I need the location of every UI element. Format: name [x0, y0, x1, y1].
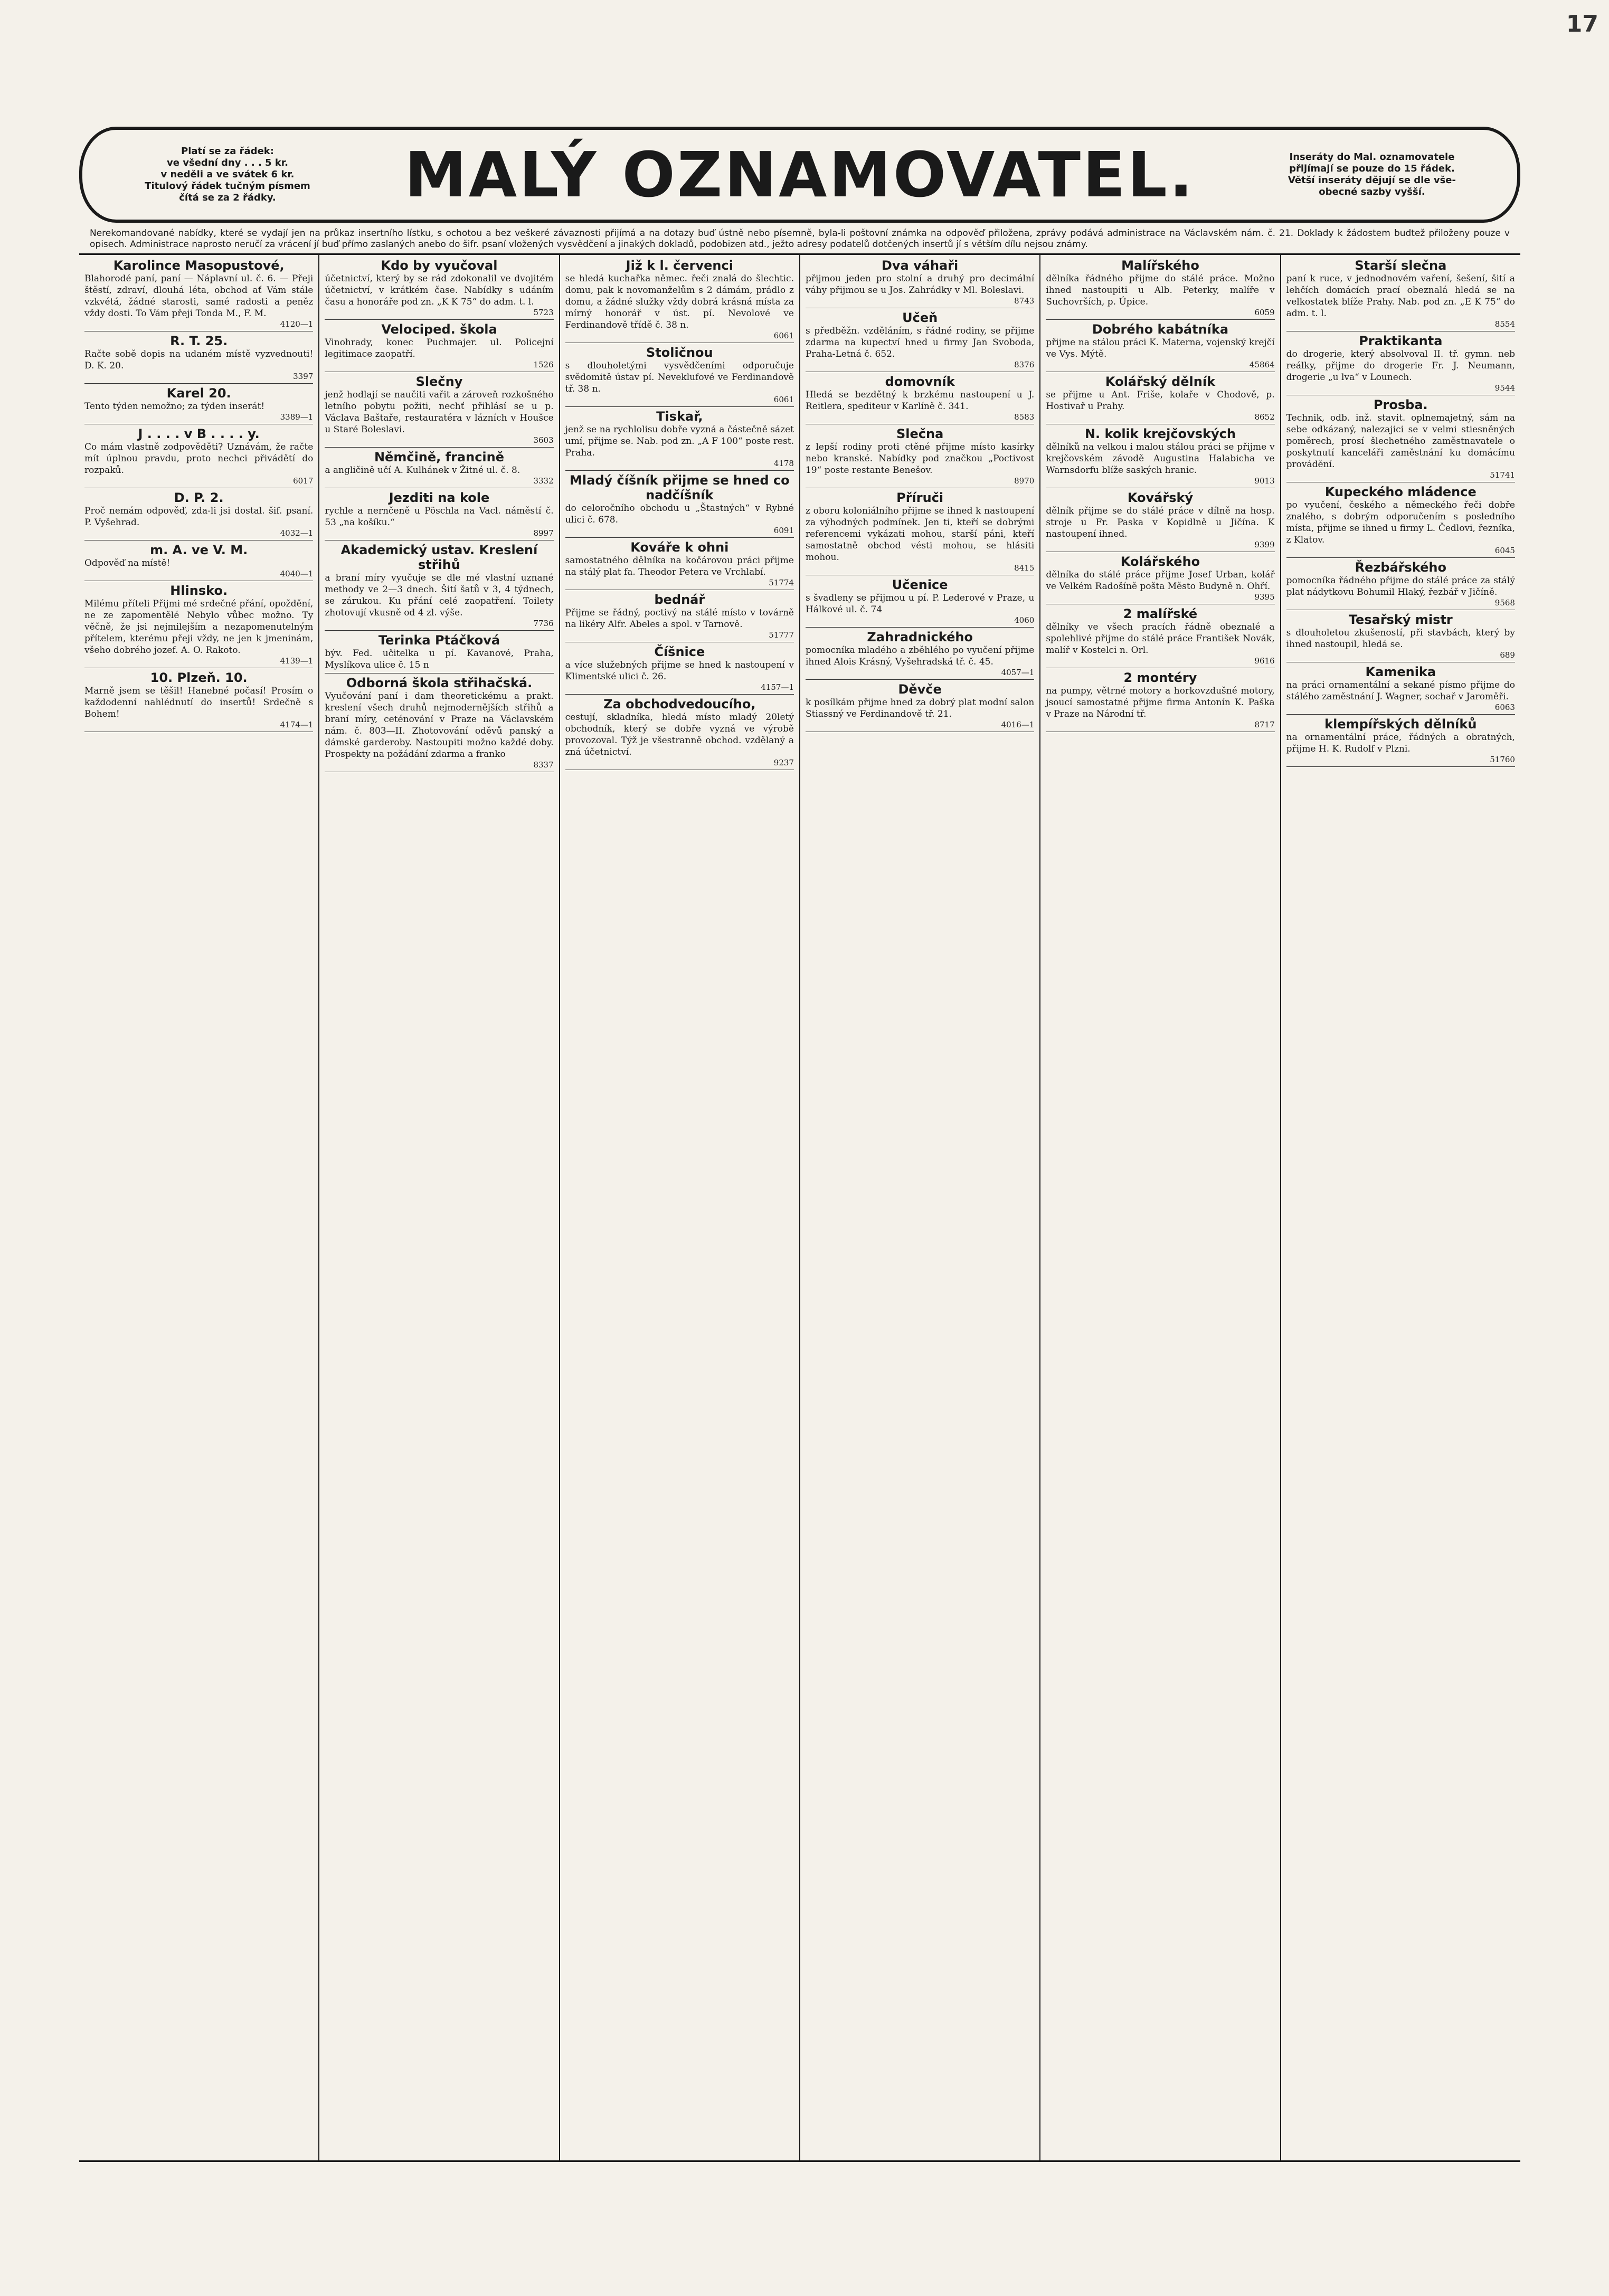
ad-text: Odpověď na místě!	[84, 558, 171, 568]
ad-heading: Němčině, francině	[374, 450, 505, 464]
ad-number: 9616	[1254, 656, 1275, 666]
ad-text: Proč nemám odpověď, zda-li jsi dostal. šif. psaní. P. Vyšehrad.	[84, 506, 314, 528]
ad-text: Vyučování paní i dam theoretickému a prakt. kreslení všech druhů nejmodernějších střihů a braní míry, ceténování v Praze na Václavském nám. č. 803—II. Zhotovování oděvů panský a dámské garderoby. Nastoupiti možno každé doby. Prospekty na požádání zdarma a franko	[325, 691, 554, 760]
ad-text: do drogerie, který absolvoval II. tř. gymn. neb reálky, přijme do drogerie Fr. J. Neumann, drogerie „u lva“ v Lounech.	[1286, 349, 1515, 383]
classified-ad	[84, 543, 313, 581]
ad-heading: Již k l. červenci	[626, 258, 733, 273]
ad-column	[1040, 255, 1281, 2160]
ad-column	[560, 255, 800, 2160]
classified-ad	[325, 543, 553, 631]
ad-heading: Kovářský	[1127, 490, 1194, 505]
ad-number: 51777	[769, 630, 794, 640]
classified-ad	[806, 374, 1034, 424]
ad-number: 4157—1	[761, 682, 794, 692]
pricing-box	[103, 146, 352, 204]
ad-number: 3332	[533, 476, 554, 486]
classified-ad	[84, 386, 313, 424]
ad-number: 8652	[1254, 412, 1275, 422]
ad-heading: Příruči	[896, 490, 944, 505]
classified-ad	[806, 310, 1034, 372]
price-line: Titulový řádek tučným písmem	[145, 181, 310, 192]
classified-ad	[565, 473, 794, 538]
classified-ad	[806, 426, 1034, 488]
ad-number: 6059	[1254, 308, 1275, 317]
ad-heading: Karolince Masopustové,	[113, 258, 285, 273]
ad-heading: klempířských dělníků	[1324, 717, 1477, 732]
classified-ad	[1046, 426, 1274, 488]
ad-number: 4057—1	[1001, 668, 1035, 677]
ad-number: 4120—1	[280, 319, 314, 329]
ad-text: býv. Fed. učitelka u pí. Kavanové, Praha, Myslíkova ulice č. 15 n	[325, 648, 554, 670]
ad-number: 5723	[533, 308, 554, 317]
ad-text: z oboru koloniálního přijme se ihned k nastoupení za výhodných podmínek. Jen ti, kteří se dobrými referencemi vykázati mohou, starší páni, kteří samostatně obchod vésti mohou, se hlásiti mohou.	[805, 506, 1035, 563]
ad-text: jenž se na rychlolisu dobře vyzná a částečně sázet umí, přijme se. Nab. pod zn. „A F 100“ poste rest. Praha.	[565, 424, 794, 458]
ad-heading: Řezbářského	[1355, 560, 1446, 575]
ad-text: Co mám vlastně zodpověděti? Uznávám, že račte mít úplnou pravdu, proto nechci přivádětí do rozpaků.	[84, 442, 314, 476]
ad-number: 9013	[1254, 476, 1275, 486]
ad-heading: Číšnice	[654, 644, 705, 659]
ad-heading: Učeň	[902, 310, 938, 325]
classified-ad	[806, 490, 1034, 575]
ad-number: 6091	[773, 526, 794, 535]
ad-heading: Malířského	[1121, 258, 1199, 273]
classified-ad	[84, 490, 313, 540]
ad-text: cestují, skladníka, hledá místo mladý 20letý obchodník, který se dobře vyzná ve výrobě provozoval. Týž je všestranně obchod. vzdělaný a zná účetnictví.	[565, 712, 794, 757]
ad-heading: Dva váhaři	[881, 258, 959, 273]
ad-heading: D. P. 2.	[174, 490, 224, 505]
ad-text: s dlouholetými vysvědčeními odporučuje svědomitě ústav pí. Neveklufové ve Ferdinandově tř. 38 n.	[565, 360, 794, 394]
info-line: Inseráty do Mal. oznamovatele	[1289, 151, 1455, 163]
ad-text: na ornamentální práce, řádných a obratných, přijme H. K. Rudolf v Plzni.	[1286, 732, 1515, 754]
ad-text: Tento týden nemožno; za týden inserát!	[84, 401, 265, 412]
ad-heading: Prosba.	[1373, 397, 1428, 412]
ad-text: z lepší rodiny proti ctěné přijme místo kasírky nebo kranské. Nabídky pod značkou „Poctivost 19“ poste restante Benešov.	[805, 442, 1035, 476]
classified-ad	[1286, 612, 1515, 662]
price-line: ve všední dny . . . 5 kr.	[167, 157, 288, 168]
classified-ad	[565, 592, 794, 642]
ad-heading: Kolářského	[1120, 554, 1200, 569]
ad-heading: Učenice	[892, 577, 948, 592]
ad-text: s švadleny se přijmou u pí. P. Lederové v Praze, u Hálkové ul. č. 74	[805, 593, 1035, 615]
ad-number: 8997	[533, 528, 554, 538]
page-number: 17	[1566, 11, 1598, 37]
ad-heading: Stoličnou	[646, 345, 713, 360]
ad-heading: Tesařský mistr	[1348, 612, 1453, 627]
ad-text: Marně jsem se těšil! Hanebné počasí! Prosím o každodenní nahlédnutí do insertů! Srdečně s Bohem!	[84, 686, 314, 719]
ad-text: a braní míry vyučuje se dle mé vlastní uznané methody ve 2—3 dnech. Šití šatů v 3, 4 týdnech, se zárukou. Ku přání celé zaopatření. Toilety zhotovují vkusně od 4 zl. výše.	[325, 573, 554, 618]
ad-text: Vinohrady, konec Puchmajer. ul. Policejní legitimace zaopatří.	[325, 337, 554, 359]
ad-number: 689	[1500, 650, 1515, 660]
classified-ad	[806, 630, 1034, 680]
ad-column	[1281, 255, 1520, 2160]
ad-text: Hledá se bezdětný k brzkému nastoupení u J. Reitlera, spediteur v Karlíně č. 341.	[805, 390, 1035, 412]
ad-number: 8415	[1014, 563, 1035, 573]
classified-ad	[1286, 334, 1515, 395]
ad-heading: Za obchodvedoucího,	[603, 697, 756, 711]
ad-number: 8583	[1014, 412, 1035, 422]
classified-ad	[84, 670, 313, 732]
ad-number: 9237	[773, 758, 794, 767]
classified-ad	[1286, 665, 1515, 715]
ad-text: samostatného dělníka na kočárovou práci přijme na stálý plat fa. Theodor Petera ve Vrchlabí.	[565, 555, 794, 577]
ad-heading: Jezditi na kole	[389, 490, 490, 505]
ad-number: 3603	[533, 435, 554, 445]
classified-ad	[325, 374, 553, 448]
ad-number: 8717	[1254, 720, 1275, 729]
classified-ad	[325, 633, 553, 673]
ad-text: Technik, odb. inž. stavit. oplnemajetný, sám na sebe odkázaný, nalezajici se v velmi stiesněných poměrech, prosí šlechetného zaměstnavatele o poskytnutí kanceláři zaměstnání ku domácímu provádění.	[1286, 413, 1515, 470]
ad-text: se přijme u Ant. Friše, kolaře v Chodově, p. Hostivař u Prahy.	[1046, 390, 1275, 412]
ad-columns	[79, 253, 1520, 2162]
classified-ad	[1046, 606, 1274, 668]
price-line: v neděli a ve svátek 6 kr.	[160, 169, 295, 180]
ad-number: 4040—1	[280, 569, 314, 578]
ad-text: rychle a nernčeně u Pöschla na Vacl. náměstí č. 53 „na košíku.“	[325, 506, 554, 528]
classified-ad	[84, 334, 313, 384]
ad-text: jenž hodlají se naučiti vařit a zároveň rozkošného letního pobytu požiti, nechť přihlásí se u p. Václava Baštaře, restauratéra v lázních v Houšce u Staré Boleslavi.	[325, 390, 554, 435]
info-line: přijímají se pouze do 15 řádek.	[1289, 163, 1455, 174]
ad-text: dělníka řádného přijme do stálé práce. Možno ihned nastoupiti u Alb. Peterky, malíře v Suchovrších, p. Úpice.	[1046, 273, 1275, 307]
ad-number: 3397	[293, 372, 314, 381]
ad-heading: Odborná škola střihačská.	[346, 676, 533, 690]
classified-ad	[1286, 717, 1515, 767]
ad-text: dělníků na velkou i malou stálou práci se přijme v krejčovském závodě Augustina Halabicha ve Warnsdorfu blíže saských hranic.	[1046, 442, 1275, 476]
ad-number: 9399	[1254, 540, 1275, 549]
classified-ad	[565, 409, 794, 471]
ad-text: a více služebných přijme se hned k nastoupení v Klimentské ulici č. 26.	[565, 660, 794, 682]
ad-number: 4139—1	[280, 656, 314, 666]
classified-ad	[84, 426, 313, 488]
classified-ad	[1046, 374, 1274, 424]
ad-text: Blahorodé paní, paní — Náplavní ul. č. 6. — Přeji štěstí, zdraví, dlouhá léta, obchod ať Vám stále vzkvétá, žádné starosti, samé radosti a peněz vždy dosti. To Vám přeji Tonda M., F. M.	[84, 273, 314, 319]
ad-heading: m. A. ve V. M.	[150, 543, 248, 557]
ad-text: po vyučení, českého a německého řeči dobře znalého, s dobrým odporučením s posledního místa, přijme se ihned u firmy L. Čedlovi, řezníka, z Klatov.	[1286, 500, 1515, 545]
ad-number: 51760	[1490, 755, 1515, 764]
classified-ad	[1046, 258, 1274, 320]
ad-text: dělníka do stálé práce přijme Josef Urban, kolář ve Velkém Radošíně pošta Město Budyně n. Ohří.	[1046, 570, 1275, 592]
ad-number: 4178	[773, 459, 794, 468]
ad-heading: Terinka Ptáčková	[378, 633, 500, 648]
classified-ad	[565, 258, 794, 343]
classified-ad	[1046, 490, 1274, 552]
ad-heading: Hlinsko.	[170, 583, 228, 598]
ad-number: 3389—1	[280, 412, 314, 422]
ad-number: 6061	[773, 395, 794, 404]
ad-heading: Karel 20.	[166, 386, 231, 401]
ad-heading: Slečna	[896, 426, 944, 441]
ad-column	[79, 255, 319, 2160]
ad-number: 6045	[1494, 546, 1515, 555]
ad-heading: 2 montéry	[1123, 670, 1197, 685]
ad-heading: Akademický ustav. Kreslení střihů	[340, 543, 538, 572]
ad-text: paní k ruce, v jednodnovém vaření, šešení, šití a lehčích domácích prací obeznalá hledá se na velkostatek blíže Prahy. Nab. pod zn. „E K 75“ do adm. t. l.	[1286, 273, 1515, 319]
ad-number: 6063	[1494, 703, 1515, 712]
ad-text: na pumpy, větrné motory a horkovzdušné motory, jsoucí samostatné přijme firma Antonín K. Paška v Praze na Národní tř.	[1046, 686, 1275, 719]
ad-number: 51741	[1490, 470, 1515, 480]
classified-ad	[325, 258, 553, 320]
ad-number: 6017	[293, 476, 314, 486]
ad-number: 7736	[533, 619, 554, 628]
ad-number: 8554	[1494, 319, 1515, 329]
classified-ad	[565, 697, 794, 770]
ad-number: 1526	[533, 360, 554, 369]
price-line: čítá se za 2 řádky.	[179, 192, 276, 203]
page-title: MALÝ OZNAMOVATEL.	[404, 138, 1195, 211]
ad-heading: N. kolik krejčovských	[1084, 426, 1236, 441]
classified-ad	[1046, 322, 1274, 372]
ad-text: Račte sobě dopis na udaném místě vyzvednouti! D. K. 20.	[84, 349, 314, 371]
ad-number: 8970	[1014, 476, 1035, 486]
ad-number: 8337	[533, 760, 554, 770]
ad-heading: bednář	[654, 592, 705, 607]
ad-number: 8376	[1014, 360, 1035, 369]
ad-number: 4016—1	[1001, 720, 1035, 729]
ad-number: 4032—1	[280, 528, 314, 538]
classified-ad	[1046, 670, 1274, 732]
ad-heading: R. T. 25.	[170, 334, 228, 348]
classified-ad	[1286, 397, 1515, 482]
ad-text: pomocníka mladého a zběhlého po vyučení přijme ihned Alois Krásný, Vyšehradská tř. č. 45.	[805, 645, 1035, 667]
ad-text: na práci ornamentální a sekané písmo přijme do stálého zaměstnání J. Wagner, sochař v Jaroměři.	[1286, 680, 1515, 702]
classified-ad	[806, 577, 1034, 628]
info-line: Větší inseráty dějují se dle vše-	[1288, 175, 1456, 186]
ad-number: 45864	[1249, 360, 1275, 369]
classified-ad	[325, 676, 553, 772]
masthead	[79, 127, 1520, 223]
ad-number: 4060	[1014, 615, 1035, 625]
rules-notice: Nerekomandované nabídky, které se vydají jen na průkaz insertního lístku, s ochotou a bez veškeré závaznosti přijímá a na dotazy buď ústně nebo písemně, byla-li poštovní známka na odpověď přiložena, zprávy podává administrace na Václavském nám. č. 21. Doklady k žádostem budtež přiloženy pouze v opisech. Administrace naprosto neručí za vrácení jí buď přímo zaslaných anebo do šifr. psaní vložených vysvědčení a jinakých dokladů, podobizen atd., ježto adresy podatelů dotčených insertů jí s větším dílu nejsou známy.	[90, 228, 1510, 250]
classified-ad	[325, 450, 553, 488]
classified-ad	[325, 490, 553, 540]
classified-ad	[1286, 258, 1515, 331]
ad-text: pomocníka řádného přijme do stálé práce za stálý plat nádytkovu Bohumil Hlaký, řezbář v Jičíně.	[1286, 575, 1515, 597]
classified-ad	[1286, 485, 1515, 558]
ad-number: 9395	[1254, 592, 1275, 602]
ad-text: dělníky ve všech pracích řádně obeznalé a spolehlivé přijme do stálé práce František Novák, malíř v Kostelci n. Orl.	[1046, 622, 1275, 656]
ad-number: 4174—1	[280, 720, 314, 729]
classified-ad	[565, 540, 794, 590]
ad-text: a angličině učí A. Kulhánek v Žitné ul. č. 8.	[325, 465, 520, 476]
ad-heading: Zahradnického	[867, 630, 973, 644]
classified-ad	[806, 258, 1034, 308]
classified-ad	[84, 583, 313, 668]
ad-text: dělník přijme se do stálé práce v dílně na hosp. stroje u Fr. Paska v Kopidlně u Jičína. K nastoupení ihned.	[1046, 506, 1275, 539]
ad-heading: Slečny	[415, 374, 463, 389]
ad-text: k posílkám přijme hned za dobrý plat modní salon Stiassný ve Ferdinandově tř. 21.	[805, 697, 1035, 719]
ad-text: Milému příteli Přijmi mé srdečné přání, opoždění, ne ze zapomentělé Nebylo vůbec možno. Ty věčně, že jsi nejmilejším a nezapomenutelným přítelem, kterému přeji vždy, ne jen k jmeninám, všeho dobrého jozef. A. O. Rakoto.	[84, 599, 314, 656]
ad-heading: Starší slečna	[1355, 258, 1447, 273]
ad-column	[319, 255, 560, 2160]
ad-heading: Kolářský dělník	[1105, 374, 1216, 389]
ad-heading: Tiskař,	[656, 409, 703, 424]
ad-number: 51774	[769, 578, 794, 587]
classified-ad	[1286, 560, 1515, 610]
ad-text: s předběžn. vzděláním, s řádné rodiny, se přijme zdarma na kupectví hned u firmy Jan Svoboda, Praha-Letná č. 652.	[805, 326, 1035, 359]
ad-heading: Mladý číšník přijme se hned co nadčíšník	[570, 473, 790, 502]
ad-text: Přijme se řádný, poctivý na stálé místo v továrně na likéry Alfr. Abeles a spol. v Tarnově.	[565, 608, 794, 630]
ad-text: účetnictví, který by se rád zdokonalil ve dvojitém účetnictví, v krátkém čase. Nabídky s udáním času a honoráře pod zn. „K K 75“ do adm. t. l.	[325, 273, 554, 307]
ad-heading: Kupeckého mládence	[1324, 485, 1477, 499]
ad-heading: Kdo by vyučoval	[381, 258, 498, 273]
ad-number: 9544	[1494, 383, 1515, 393]
ad-heading: Děvče	[898, 682, 942, 697]
ad-heading: Velociped. škola	[381, 322, 497, 337]
ad-text: s dlouholetou zkušeností, při stavbách, který by ihned nastoupil, hledá se.	[1286, 628, 1515, 650]
ad-text: do celoročního obchodu u „Štastných“ v Rybné ulici č. 678.	[565, 503, 794, 525]
classified-ad	[1046, 554, 1274, 604]
ad-heading: Kamenika	[1365, 665, 1436, 679]
ad-text: přijme na stálou práci K. Materna, vojenský krejčí ve Vys. Mýtě.	[1046, 337, 1275, 359]
price-line: Platí se za řádek:	[181, 146, 274, 157]
inserts-info-box	[1248, 151, 1496, 198]
ad-number: 8743	[1014, 296, 1035, 306]
classified-ad	[565, 644, 794, 695]
ad-column	[800, 255, 1040, 2160]
newspaper-page	[79, 127, 1520, 2162]
ad-heading: 2 malířské	[1123, 606, 1198, 621]
ad-number: 9568	[1494, 598, 1515, 608]
classified-ad	[806, 682, 1034, 732]
ad-number: 6061	[773, 331, 794, 340]
ad-heading: J . . . . v B . . . . y.	[138, 426, 260, 441]
ad-text: přijmou jeden pro stolní a druhý pro decimální váhy přijmou se u Jos. Zahrádky v Ml. Boleslavi.	[805, 273, 1035, 296]
ad-heading: 10. Plzeň. 10.	[150, 670, 248, 685]
ad-heading: domovník	[885, 374, 955, 389]
classified-ad	[84, 258, 313, 331]
ad-heading: Kováře k ohni	[630, 540, 729, 555]
ad-heading: Dobrého kabátníka	[1092, 322, 1229, 337]
info-line: obecné sazby vyšší.	[1319, 186, 1425, 197]
classified-ad	[565, 345, 794, 407]
classified-ad	[325, 322, 553, 372]
ad-text: se hledá kuchařka němec. řeči znalá do šlechtic. domu, pak k novomanželům s 2 dámám, prádlo z domu, a žádné služky vždy dobrá krásná místa za mírný honorář v úst. pí. Nevolové ve Ferdinandově třídě č. 38 n.	[565, 273, 794, 330]
ad-heading: Praktikanta	[1359, 334, 1443, 348]
